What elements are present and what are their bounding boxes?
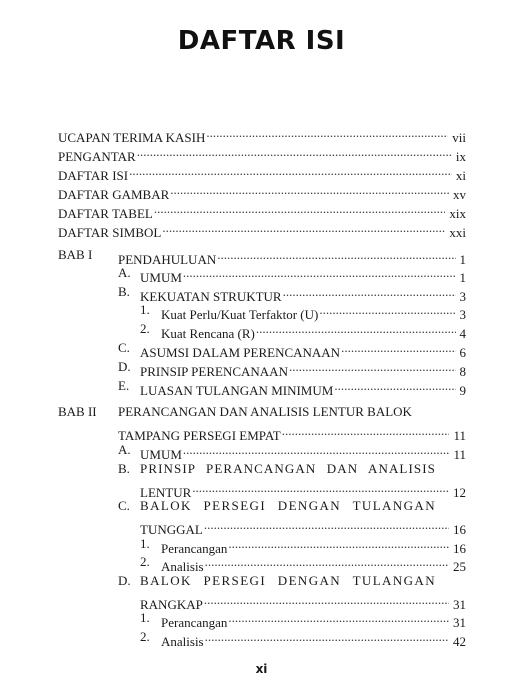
toc-entry bbox=[58, 124, 466, 145]
section-mark: C. bbox=[118, 498, 130, 513]
section-mark: C. bbox=[118, 340, 130, 355]
subsection-mark: 1. bbox=[140, 536, 150, 551]
leader-dots bbox=[154, 200, 446, 218]
leader-dots bbox=[282, 422, 450, 440]
section-page: 8 bbox=[459, 364, 466, 379]
section-label-line2: RANGKAP bbox=[140, 597, 203, 612]
section-entry bbox=[140, 339, 466, 360]
section-label: ASUMSI DALAM PERENCANAAN bbox=[140, 345, 341, 360]
leader-dots bbox=[319, 301, 455, 319]
section-page: 16 bbox=[453, 522, 466, 537]
section-mark: E. bbox=[118, 378, 130, 393]
section-mark: B. bbox=[118, 461, 130, 476]
subsection-mark: 1. bbox=[140, 610, 150, 625]
leader-dots bbox=[192, 479, 449, 497]
subsection-page: 3 bbox=[459, 307, 466, 322]
subsection-page: 42 bbox=[453, 634, 466, 649]
chapter-page: 1 bbox=[459, 252, 466, 267]
subsection-label: Perancangan bbox=[161, 541, 228, 556]
toc-entry-label: DAFTAR GAMBAR bbox=[58, 187, 170, 202]
chapter-title: PENDAHULUAN bbox=[118, 252, 217, 267]
leader-dots bbox=[183, 264, 456, 282]
page-title: DAFTAR ISI bbox=[177, 26, 346, 56]
section-mark: B. bbox=[118, 284, 130, 299]
toc-entry-label: PENGANTAR bbox=[58, 149, 136, 164]
subsection-entry bbox=[161, 628, 466, 649]
chapter-entry bbox=[118, 246, 466, 267]
subsection-entry bbox=[161, 535, 466, 556]
chapter-title-line1: PERANCANGAN DAN ANALISIS LENTUR BALOK bbox=[118, 404, 412, 419]
toc-entry-label: UCAPAN TERIMA KASIH bbox=[58, 130, 206, 145]
toc-entry-page: xv bbox=[453, 187, 466, 202]
page-number: xi bbox=[255, 662, 268, 676]
section-entry bbox=[140, 283, 466, 304]
toc-entry-page: vii bbox=[452, 130, 466, 145]
toc-entry bbox=[58, 181, 466, 202]
toc-entry-label: DAFTAR TABEL bbox=[58, 206, 153, 221]
leader-dots bbox=[217, 246, 455, 264]
leader-dots bbox=[137, 143, 452, 161]
subsection-entry bbox=[161, 320, 466, 341]
subsection-mark: 1. bbox=[140, 302, 150, 317]
leader-dots bbox=[183, 441, 450, 459]
subsection-label: Analisis bbox=[161, 559, 204, 574]
section-label-line1: PRINSIP PERANCANGAN DAN ANALISIS bbox=[140, 461, 436, 476]
subsection-page: 4 bbox=[459, 326, 466, 341]
section-page: 31 bbox=[453, 597, 466, 612]
subsection-entry bbox=[161, 301, 466, 322]
leader-dots bbox=[204, 516, 449, 534]
section-label-line1: BALOK PERSEGI DENGAN TULANGAN bbox=[140, 573, 436, 588]
subsection-page: 25 bbox=[453, 559, 466, 574]
toc-entry bbox=[58, 219, 466, 240]
subsection-mark: 2. bbox=[140, 629, 150, 644]
subsection-label: Analisis bbox=[161, 634, 204, 649]
leader-dots bbox=[228, 535, 449, 553]
section-label: UMUM bbox=[140, 270, 182, 285]
subsection-mark: 2. bbox=[140, 321, 150, 336]
section-entry bbox=[140, 441, 466, 462]
leader-dots bbox=[204, 591, 449, 609]
section-mark: D. bbox=[118, 359, 131, 374]
section-entry bbox=[140, 591, 466, 612]
leader-dots bbox=[228, 609, 449, 627]
chapter-number: BAB II bbox=[58, 404, 97, 419]
section-page: 1 bbox=[459, 270, 466, 285]
toc-entry bbox=[58, 200, 466, 221]
leader-dots bbox=[341, 339, 455, 357]
toc-entry-page: xix bbox=[449, 206, 466, 221]
section-entry bbox=[140, 358, 466, 379]
subsection-label: Kuat Rencana (R) bbox=[161, 326, 255, 341]
toc-entry-page: xxi bbox=[449, 225, 466, 240]
chapter-number: BAB I bbox=[58, 247, 93, 262]
leader-dots bbox=[334, 377, 455, 395]
section-label: KEKUATAN STRUKTUR bbox=[140, 289, 282, 304]
subsection-label: Perancangan bbox=[161, 615, 228, 630]
toc-entry bbox=[58, 143, 466, 164]
leader-dots bbox=[256, 320, 456, 338]
section-mark: A. bbox=[118, 442, 131, 457]
section-mark: A. bbox=[118, 265, 131, 280]
section-label-line2: TUNGGAL bbox=[140, 522, 203, 537]
subsection-page: 16 bbox=[453, 541, 466, 556]
section-page: 12 bbox=[453, 485, 466, 500]
leader-dots bbox=[289, 358, 456, 376]
subsection-entry bbox=[161, 609, 466, 630]
section-page: 6 bbox=[459, 345, 466, 360]
section-entry bbox=[140, 516, 466, 537]
leader-dots bbox=[162, 219, 445, 237]
section-entry bbox=[140, 479, 466, 500]
toc-entry-page: ix bbox=[455, 149, 466, 164]
subsection-entry bbox=[161, 553, 466, 574]
section-label: LUASAN TULANGAN MINIMUM bbox=[140, 383, 334, 398]
subsection-page: 31 bbox=[453, 615, 466, 630]
section-page: 9 bbox=[459, 383, 466, 398]
toc-entry-label: DAFTAR ISI bbox=[58, 168, 129, 183]
chapter-entry bbox=[118, 422, 466, 443]
section-entry bbox=[140, 377, 466, 398]
section-label-line1: BALOK PERSEGI DENGAN TULANGAN bbox=[140, 498, 436, 513]
leader-dots bbox=[283, 283, 456, 301]
leader-dots bbox=[205, 628, 449, 646]
chapter-title-line2: TAMPANG PERSEGI EMPAT bbox=[118, 428, 281, 443]
leader-dots bbox=[206, 124, 448, 142]
section-label: UMUM bbox=[140, 447, 182, 462]
section-label-line2: LENTUR bbox=[140, 485, 192, 500]
section-label: PRINSIP PERENCANAAN bbox=[140, 364, 288, 379]
leader-dots bbox=[129, 162, 452, 180]
section-mark: D. bbox=[118, 573, 131, 588]
toc-entry-label: DAFTAR SIMBOL bbox=[58, 225, 162, 240]
subsection-label: Kuat Perlu/Kuat Terfaktor (U) bbox=[161, 307, 319, 322]
section-page: 11 bbox=[453, 447, 466, 462]
section-entry bbox=[140, 264, 466, 285]
leader-dots bbox=[205, 553, 449, 571]
chapter-page: 11 bbox=[453, 428, 466, 443]
toc-entry bbox=[58, 162, 466, 183]
section-page: 3 bbox=[459, 289, 466, 304]
leader-dots bbox=[170, 181, 449, 199]
subsection-mark: 2. bbox=[140, 554, 150, 569]
toc-entry-page: xi bbox=[455, 168, 466, 183]
